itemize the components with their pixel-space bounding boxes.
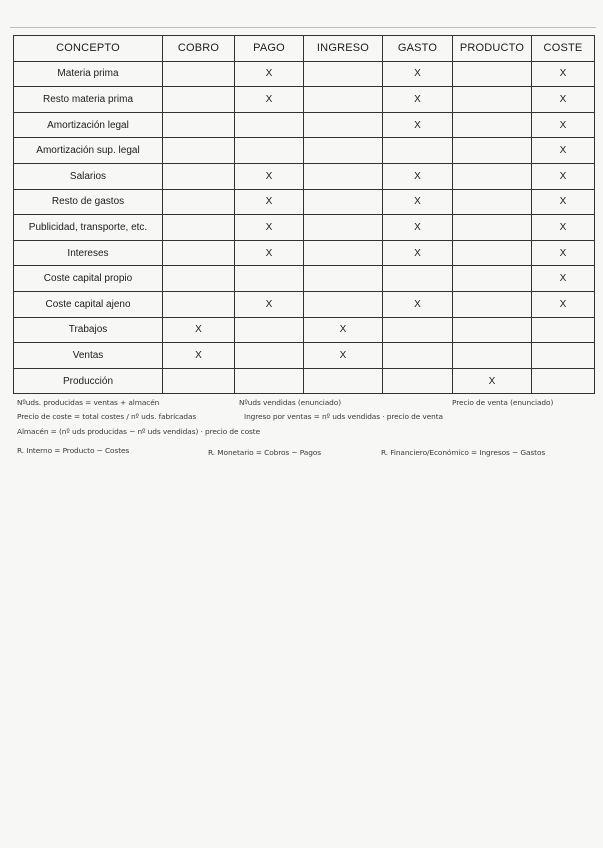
note-r-interno: R. Interno = Producto − Costes bbox=[17, 446, 130, 455]
note-almacen: Almacén = (nº uds producidas − nº uds vendidas) · precio de coste bbox=[17, 427, 261, 436]
mark-cell bbox=[383, 343, 453, 369]
table-row bbox=[14, 61, 595, 87]
mark-cell bbox=[383, 317, 453, 343]
mark-cell: X bbox=[532, 138, 595, 164]
mark-cell bbox=[163, 291, 235, 317]
mark-cell: X bbox=[532, 61, 595, 87]
concepto-cell: Amortización legal bbox=[14, 112, 163, 138]
mark-cell bbox=[453, 266, 532, 292]
mark-cell: X bbox=[532, 291, 595, 317]
mark-cell bbox=[453, 317, 532, 343]
concepto-cell: Resto materia prima bbox=[14, 87, 163, 113]
mark-cell bbox=[163, 266, 235, 292]
table-row bbox=[14, 215, 595, 241]
mark-cell: X bbox=[383, 61, 453, 87]
mark-cell bbox=[163, 87, 235, 113]
mark-cell: X bbox=[532, 87, 595, 113]
mark-cell bbox=[304, 61, 383, 87]
mark-cell bbox=[304, 112, 383, 138]
mark-cell: X bbox=[235, 61, 304, 87]
mark-cell bbox=[235, 138, 304, 164]
table-row bbox=[14, 87, 595, 113]
mark-cell bbox=[163, 215, 235, 241]
mark-cell: X bbox=[235, 163, 304, 189]
mark-cell: X bbox=[235, 240, 304, 266]
mark-cell bbox=[304, 240, 383, 266]
mark-cell: X bbox=[163, 343, 235, 369]
note-r-financiero: R. Financiero/Económico = Ingresos − Gastos bbox=[381, 448, 546, 457]
top-rule bbox=[10, 27, 596, 28]
header-pago: PAGO bbox=[235, 36, 304, 62]
mark-cell bbox=[532, 368, 595, 394]
mark-cell: X bbox=[163, 317, 235, 343]
concepto-cell: Producción bbox=[14, 368, 163, 394]
note-precio-coste: Precio de coste = total costes / nº uds. fabricadas bbox=[17, 412, 197, 421]
note-r-monetario: R. Monetario = Cobros − Pagos bbox=[208, 448, 321, 457]
mark-cell bbox=[304, 189, 383, 215]
mark-cell: X bbox=[532, 189, 595, 215]
mark-cell: X bbox=[383, 87, 453, 113]
mark-cell: X bbox=[532, 215, 595, 241]
mark-cell bbox=[532, 343, 595, 369]
mark-cell bbox=[453, 343, 532, 369]
mark-cell: X bbox=[304, 343, 383, 369]
mark-cell bbox=[304, 266, 383, 292]
mark-cell: X bbox=[453, 368, 532, 394]
header-producto: PRODUCTO bbox=[453, 36, 532, 62]
note-uds-vendidas: Nºuds vendidas (enunciado) bbox=[239, 398, 341, 407]
note-precio-venta: Precio de venta (enunciado) bbox=[452, 398, 554, 407]
concepto-cell: Trabajos bbox=[14, 317, 163, 343]
header-coste: COSTE bbox=[532, 36, 595, 62]
table-row bbox=[14, 317, 595, 343]
mark-cell: X bbox=[383, 189, 453, 215]
mark-cell bbox=[235, 112, 304, 138]
mark-cell bbox=[304, 215, 383, 241]
mark-cell bbox=[163, 368, 235, 394]
header-gasto: GASTO bbox=[383, 36, 453, 62]
mark-cell bbox=[163, 163, 235, 189]
mark-cell bbox=[304, 163, 383, 189]
mark-cell bbox=[453, 215, 532, 241]
concepto-cell: Intereses bbox=[14, 240, 163, 266]
mark-cell: X bbox=[383, 240, 453, 266]
mark-cell bbox=[453, 189, 532, 215]
mark-cell: X bbox=[235, 87, 304, 113]
table-header-row bbox=[14, 36, 595, 62]
mark-cell bbox=[453, 240, 532, 266]
mark-cell: X bbox=[532, 266, 595, 292]
table-row bbox=[14, 266, 595, 292]
concepto-cell: Coste capital propio bbox=[14, 266, 163, 292]
mark-cell bbox=[453, 291, 532, 317]
mark-cell bbox=[383, 368, 453, 394]
mark-cell bbox=[453, 87, 532, 113]
table-row bbox=[14, 112, 595, 138]
note-ingreso-ventas: Ingreso por ventas = nº uds vendidas · precio de venta bbox=[244, 412, 443, 421]
table-row bbox=[14, 138, 595, 164]
mark-cell bbox=[163, 112, 235, 138]
mark-cell bbox=[304, 87, 383, 113]
mark-cell bbox=[453, 163, 532, 189]
mark-cell bbox=[453, 112, 532, 138]
concepto-cell: Ventas bbox=[14, 343, 163, 369]
header-cobro: COBRO bbox=[163, 36, 235, 62]
note-uds-producidas: Nºuds. producidas = ventas + almacén bbox=[17, 398, 160, 407]
mark-cell bbox=[453, 138, 532, 164]
mark-cell: X bbox=[383, 215, 453, 241]
concepto-cell: Resto de gastos bbox=[14, 189, 163, 215]
mark-cell bbox=[304, 368, 383, 394]
mark-cell bbox=[163, 61, 235, 87]
table-row bbox=[14, 368, 595, 394]
mark-cell bbox=[235, 317, 304, 343]
header-concepto: CONCEPTO bbox=[14, 36, 163, 62]
mark-cell bbox=[235, 368, 304, 394]
mark-cell: X bbox=[383, 112, 453, 138]
mark-cell: X bbox=[532, 240, 595, 266]
mark-cell: X bbox=[304, 317, 383, 343]
mark-cell: X bbox=[235, 215, 304, 241]
mark-cell bbox=[304, 291, 383, 317]
mark-cell: X bbox=[532, 112, 595, 138]
header-ingreso: INGRESO bbox=[304, 36, 383, 62]
concepto-cell: Coste capital ajeno bbox=[14, 291, 163, 317]
mark-cell bbox=[235, 343, 304, 369]
table-row bbox=[14, 343, 595, 369]
mark-cell bbox=[532, 317, 595, 343]
table-row bbox=[14, 291, 595, 317]
mark-cell: X bbox=[383, 163, 453, 189]
mark-cell bbox=[163, 138, 235, 164]
mark-cell bbox=[453, 61, 532, 87]
concept-table bbox=[13, 35, 595, 394]
mark-cell bbox=[163, 189, 235, 215]
table-row bbox=[14, 163, 595, 189]
table-row bbox=[14, 189, 595, 215]
mark-cell: X bbox=[532, 163, 595, 189]
mark-cell: X bbox=[235, 291, 304, 317]
concepto-cell: Amortización sup. legal bbox=[14, 138, 163, 164]
table-row bbox=[14, 240, 595, 266]
mark-cell bbox=[304, 138, 383, 164]
mark-cell bbox=[235, 266, 304, 292]
concepto-cell: Materia prima bbox=[14, 61, 163, 87]
mark-cell: X bbox=[235, 189, 304, 215]
mark-cell bbox=[383, 138, 453, 164]
mark-cell bbox=[163, 240, 235, 266]
concepto-cell: Salarios bbox=[14, 163, 163, 189]
concepto-cell: Publicidad, transporte, etc. bbox=[14, 215, 163, 241]
mark-cell: X bbox=[383, 291, 453, 317]
mark-cell bbox=[383, 266, 453, 292]
